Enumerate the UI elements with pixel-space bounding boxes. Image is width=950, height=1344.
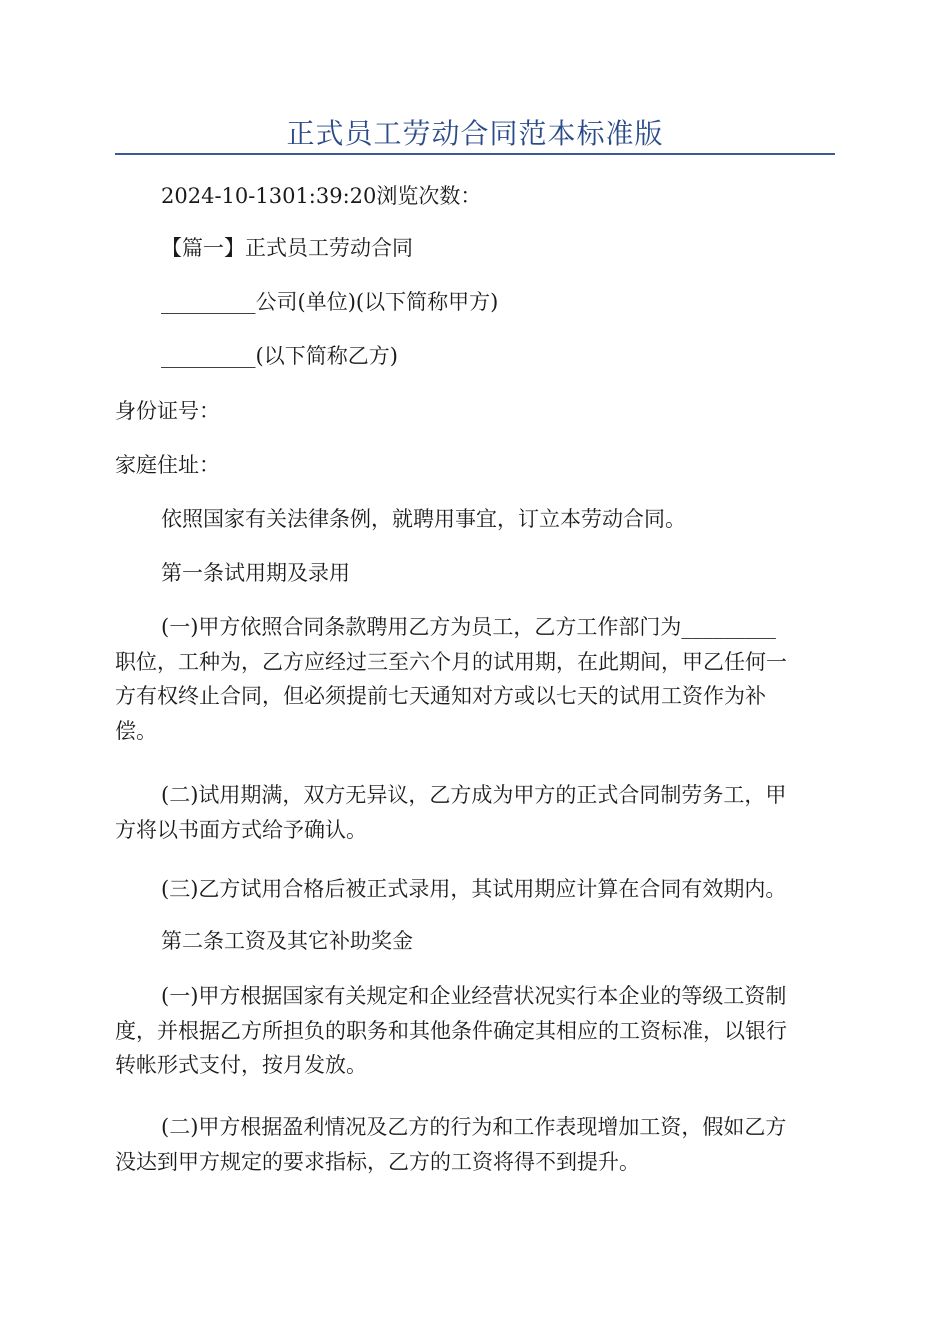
article1-heading: 第一条试用期及录用 [161, 561, 350, 585]
text-line: 职位，工种为，乙方应经过三至六个月的试用期，在此期间，甲乙任何一 [115, 649, 787, 674]
text-line: 方有权终止合同，但必须提前七天通知对方或以七天的试用工资作为补 [115, 684, 766, 708]
text-line: 偿。 [115, 718, 157, 743]
text-line: (一)甲方依照合同条款聘用乙方为员工，乙方工作部门为_________ [161, 615, 776, 639]
intro-paragraph: 依照国家有关法律条例，就聘用事宜，订立本劳动合同。 [161, 507, 686, 531]
section-heading: 【篇一】正式员工劳动合同 [161, 236, 413, 260]
article2-clause1 [115, 979, 835, 1083]
text-line: (二)甲方根据盈利情况及乙方的行为和工作表现增加工资，假如乙方 [161, 1115, 787, 1139]
article1-clause1 [115, 610, 835, 748]
document-title: 正式员工劳动合同范本标准版 [286, 117, 664, 150]
id-number-label: 身份证号： [115, 399, 220, 423]
article1-clause2 [115, 778, 835, 847]
article2-clause2 [115, 1110, 835, 1179]
text-line: 方将以书面方式给予确认。 [115, 817, 367, 842]
text-line: 度，并根据乙方所担负的职务和其他条件确定其相应的工资标准，以银行 [115, 1018, 787, 1043]
party-b-line: _________(以下简称乙方) [161, 344, 398, 368]
article1-clause3: (三)乙方试用合格后被正式录用，其试用期应计算在合同有效期内。 [161, 877, 787, 901]
text-line: (二)试用期满，双方无异议，乙方成为甲方的正式合同制劳务工，甲 [161, 783, 787, 807]
home-address-label: 家庭住址： [115, 453, 220, 477]
text-line: 转帐形式支付，按月发放。 [115, 1053, 367, 1077]
text-line: 没达到甲方规定的要求指标，乙方的工资将得不到提升。 [115, 1149, 640, 1174]
title-underline [115, 153, 835, 155]
party-a-line: _________公司(单位)(以下简称甲方) [161, 290, 499, 314]
text-line: (一)甲方根据国家有关规定和企业经营状况实行本企业的等级工资制 [161, 984, 787, 1008]
meta-line: 2024-10-1301:39:20浏览次数： [161, 184, 482, 208]
article2-heading: 第二条工资及其它补助奖金 [161, 929, 413, 953]
